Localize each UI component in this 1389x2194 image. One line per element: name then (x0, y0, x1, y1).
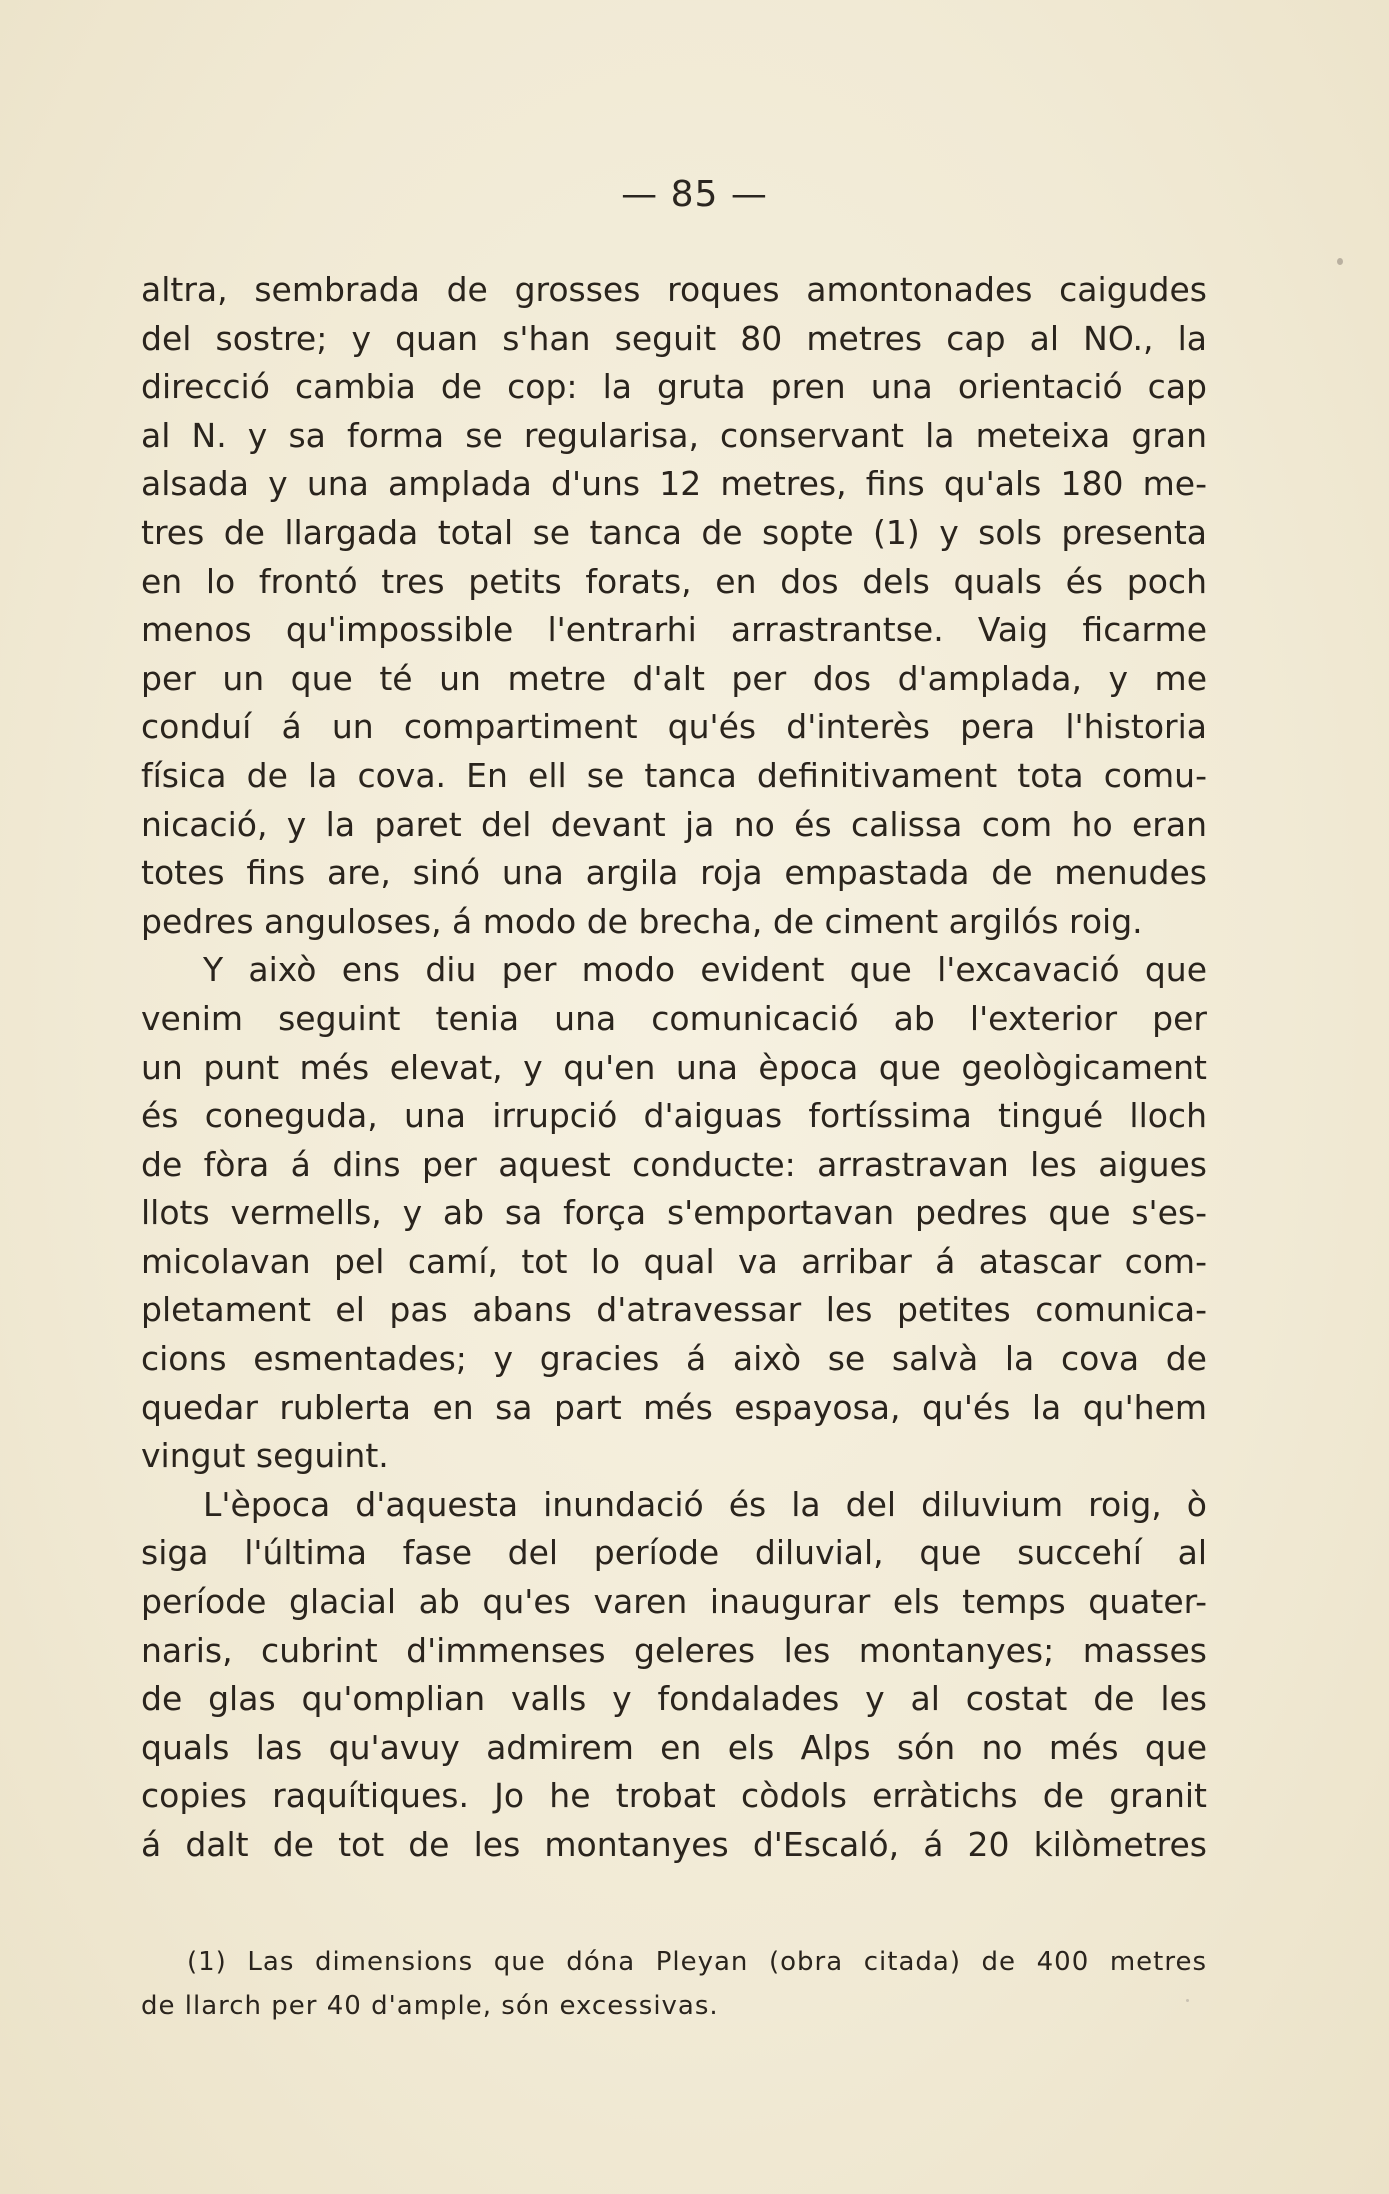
footnote-line: (1) Las dimensions que dóna Pleyan (obra citada) de 400 metres (187, 1947, 1207, 1977)
body-text-line: vingut seguint. (141, 1436, 389, 1476)
body-text-line: en lo frontó tres petits forats, en dos dels quals és poch (141, 561, 1207, 601)
body-text-line: menos qu'impossible l'entrarhi arrastrantse. Vaig ficarme (141, 610, 1207, 650)
paper-speck (1186, 1999, 1189, 2002)
body-text-line: copies raquítiques. Jo he trobat còdols erràtichs de granit (141, 1776, 1207, 1816)
body-text-line: totes fins are, sinó una argila roja empastada de menudes (141, 853, 1207, 893)
body-text-line: quedar rublerta en sa part més espayosa, qu'és la qu'hem (141, 1387, 1207, 1427)
body-text-line: període glacial ab qu'es varen inaugurar els temps quater- (141, 1582, 1207, 1622)
body-text-line: física de la cova. En ell se tanca definitivament tota comu- (141, 755, 1207, 795)
body-text-line: alsada y una amplada d'uns 12 metres, fins qu'als 180 me- (141, 464, 1207, 504)
footnote-line: de llarch per 40 d'ample, són excessivas. (141, 1991, 719, 2021)
body-text (141, 266, 1207, 1870)
body-text-line: á dalt de tot de les montanyes d'Escaló, á 20 kilòmetres (141, 1825, 1207, 1864)
body-text-line: micolavan pel camí, tot lo qual va arribar á atascar com- (141, 1241, 1207, 1281)
body-text-line: pletament el pas abans d'atravessar les petites comunica- (141, 1290, 1207, 1330)
body-text-line: nicació, y la paret del devant ja no és calissa com ho eran (141, 804, 1207, 844)
body-text-line: conduí á un compartiment qu'és d'interès pera l'historia (141, 707, 1207, 747)
body-text-line: del sostre; y quan s'han seguit 80 metres cap al NO., la (141, 318, 1207, 358)
body-text-line: per un que té un metre d'alt per dos d'amplada, y me (141, 658, 1207, 698)
body-text-line: és coneguda, una irrupció d'aiguas fortíssima tingué lloch (141, 1096, 1207, 1136)
body-text-line: llots vermells, y ab sa força s'emportavan pedres que s'es- (141, 1193, 1207, 1233)
body-text-line: un punt més elevat, y qu'en una època que geològicament (141, 1047, 1207, 1087)
body-text-line: al N. y sa forma se regularisa, conservant la meteixa gran (141, 415, 1207, 455)
body-text-line: altra, sembrada de grosses roques amontonades caigudes (141, 270, 1207, 309)
body-text-line: quals las qu'avuy admirem en els Alps són no més que (141, 1727, 1207, 1767)
paper-speck (1337, 258, 1343, 265)
body-text-line: de fòra á dins per aquest conducte: arrastravan les aigues (141, 1144, 1207, 1184)
body-text-line: tres de llargada total se tanca de sopte (1) y sols presenta (141, 512, 1207, 552)
body-text-line: Y això ens diu per modo evident que l'excavació que (203, 950, 1207, 990)
body-text-line: cions esmentades; y gracies á això se salvà la cova de (141, 1339, 1207, 1379)
body-text-line: naris, cubrint d'immenses geleres les montanyes; masses (141, 1630, 1207, 1670)
body-text-line: direcció cambia de cop: la gruta pren una orientació cap (141, 367, 1207, 407)
body-text-line: L'època d'aquesta inundació és la del diluvium roig, ò (203, 1484, 1207, 1524)
footnote (141, 1940, 1207, 2028)
body-text-line: siga l'última fase del període diluvial, que succehí al (141, 1533, 1207, 1573)
body-text-line: de glas qu'omplian valls y fondalades y al costat de les (141, 1679, 1207, 1719)
page-number: — 85 — (621, 174, 768, 215)
body-text-line: pedres anguloses, á modo de brecha, de ciment argilós roig. (141, 901, 1143, 941)
body-text-line: venim seguint tenia una comunicació ab l'exterior per (141, 998, 1207, 1038)
